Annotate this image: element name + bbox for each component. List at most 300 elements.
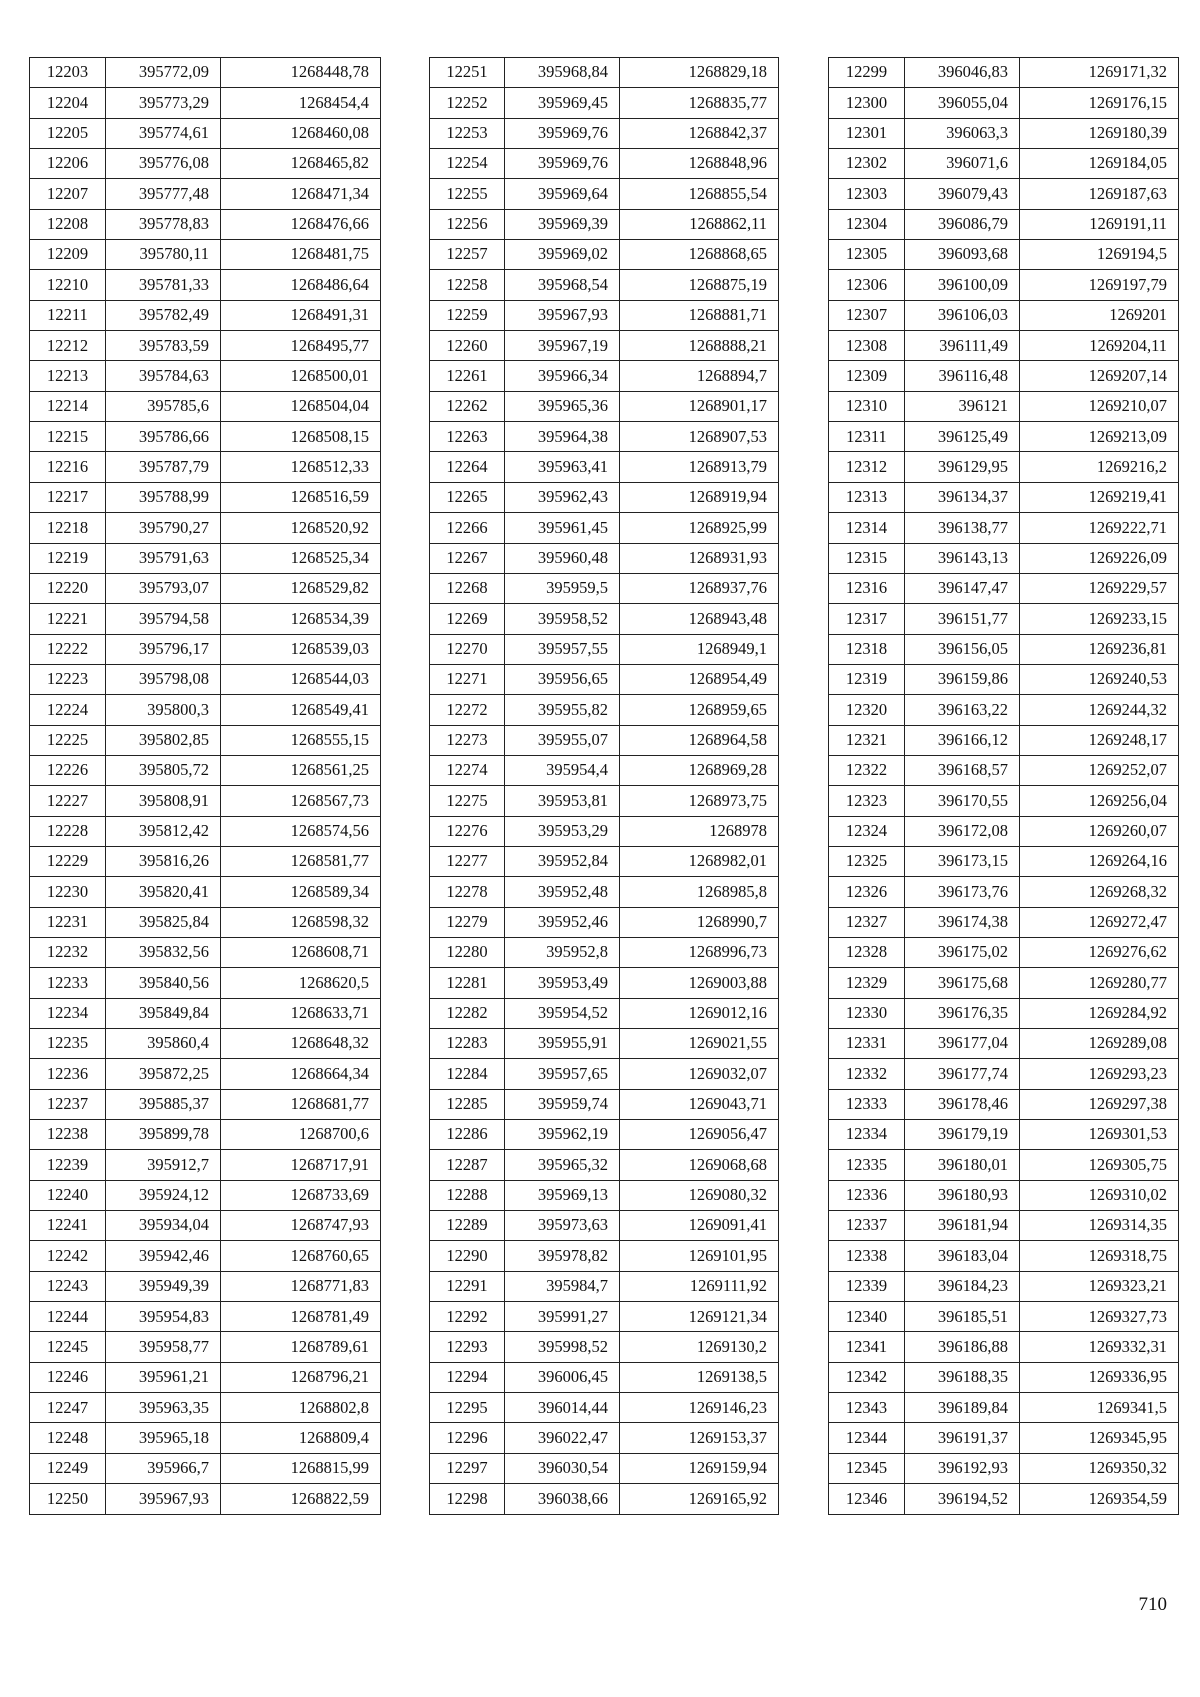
point-id-cell: 12235	[30, 1029, 106, 1059]
x-coordinate-cell: 395965,36	[505, 391, 620, 421]
table-row	[30, 1423, 381, 1453]
y-coordinate-cell: 1269260,07	[1020, 816, 1179, 846]
point-id-cell: 12270	[430, 634, 505, 664]
table-row	[829, 1241, 1179, 1271]
y-coordinate-cell: 1268931,93	[620, 543, 779, 573]
point-id-cell: 12215	[30, 422, 106, 452]
coordinate-table-body	[30, 58, 381, 1515]
x-coordinate-cell: 395973,63	[505, 1211, 620, 1241]
table-row	[829, 786, 1179, 816]
y-coordinate-cell: 1268549,41	[221, 695, 381, 725]
table-row	[30, 422, 381, 452]
y-coordinate-cell: 1269345,95	[1020, 1423, 1179, 1453]
x-coordinate-cell: 396151,77	[905, 604, 1020, 634]
table-row	[30, 58, 381, 88]
y-coordinate-cell: 1268969,28	[620, 755, 779, 785]
point-id-cell: 12243	[30, 1271, 106, 1301]
table-row	[829, 846, 1179, 876]
x-coordinate-cell: 395954,52	[505, 998, 620, 1028]
point-id-cell: 12285	[430, 1089, 505, 1119]
y-coordinate-cell: 1268822,59	[221, 1484, 381, 1514]
table-row	[30, 149, 381, 179]
table-row	[829, 422, 1179, 452]
table-row	[829, 755, 1179, 785]
y-coordinate-cell: 1268862,11	[620, 209, 779, 239]
point-id-cell: 12280	[430, 937, 505, 967]
y-coordinate-cell: 1268733,69	[221, 1180, 381, 1210]
y-coordinate-cell: 1268620,5	[221, 968, 381, 998]
y-coordinate-cell: 1268476,66	[221, 209, 381, 239]
x-coordinate-cell: 395934,04	[106, 1211, 221, 1241]
y-coordinate-cell: 1269236,81	[1020, 634, 1179, 664]
y-coordinate-cell: 1269293,23	[1020, 1059, 1179, 1089]
point-id-cell: 12266	[430, 513, 505, 543]
table-row	[430, 1150, 779, 1180]
point-id-cell: 12304	[829, 209, 905, 239]
point-id-cell: 12282	[430, 998, 505, 1028]
table-row	[430, 1453, 779, 1483]
point-id-cell: 12345	[829, 1453, 905, 1483]
y-coordinate-cell: 1269284,92	[1020, 998, 1179, 1028]
y-coordinate-cell: 1269213,09	[1020, 422, 1179, 452]
point-id-cell: 12226	[30, 755, 106, 785]
point-id-cell: 12297	[430, 1453, 505, 1483]
coordinate-table-body	[430, 58, 779, 1515]
point-id-cell: 12329	[829, 968, 905, 998]
point-id-cell: 12320	[829, 695, 905, 725]
y-coordinate-cell: 1268664,34	[221, 1059, 381, 1089]
point-id-cell: 12248	[30, 1423, 106, 1453]
y-coordinate-cell: 1268815,99	[221, 1453, 381, 1483]
y-coordinate-cell: 1268486,64	[221, 270, 381, 300]
table-row	[430, 907, 779, 937]
y-coordinate-cell: 1269233,15	[1020, 604, 1179, 634]
x-coordinate-cell: 395798,08	[106, 664, 221, 694]
table-row	[30, 937, 381, 967]
y-coordinate-cell: 1269354,59	[1020, 1484, 1179, 1514]
y-coordinate-cell: 1269305,75	[1020, 1150, 1179, 1180]
x-coordinate-cell: 395965,18	[106, 1423, 221, 1453]
table-row	[829, 513, 1179, 543]
x-coordinate-cell: 396046,83	[905, 58, 1020, 88]
table-row	[430, 937, 779, 967]
y-coordinate-cell: 1269111,92	[620, 1271, 779, 1301]
x-coordinate-cell: 395966,34	[505, 361, 620, 391]
y-coordinate-cell: 1269204,11	[1020, 331, 1179, 361]
y-coordinate-cell: 1269323,21	[1020, 1271, 1179, 1301]
point-id-cell: 12281	[430, 968, 505, 998]
point-id-cell: 12250	[30, 1484, 106, 1514]
point-id-cell: 12300	[829, 88, 905, 118]
y-coordinate-cell: 1268555,15	[221, 725, 381, 755]
x-coordinate-cell: 395783,59	[106, 331, 221, 361]
y-coordinate-cell: 1269201	[1020, 300, 1179, 330]
y-coordinate-cell: 1269184,05	[1020, 149, 1179, 179]
table-row	[30, 482, 381, 512]
point-id-cell: 12271	[430, 664, 505, 694]
y-coordinate-cell: 1268747,93	[221, 1211, 381, 1241]
x-coordinate-cell: 395777,48	[106, 179, 221, 209]
point-id-cell: 12338	[829, 1241, 905, 1271]
x-coordinate-cell: 396111,49	[905, 331, 1020, 361]
point-id-cell: 12342	[829, 1362, 905, 1392]
table-row	[30, 1150, 381, 1180]
table-row	[30, 361, 381, 391]
table-row	[30, 1484, 381, 1514]
y-coordinate-cell: 1268717,91	[221, 1150, 381, 1180]
y-coordinate-cell: 1268520,92	[221, 513, 381, 543]
point-id-cell: 12261	[430, 361, 505, 391]
table-row	[430, 1120, 779, 1150]
y-coordinate-cell: 1269276,62	[1020, 937, 1179, 967]
point-id-cell: 12244	[30, 1302, 106, 1332]
table-row	[30, 452, 381, 482]
y-coordinate-cell: 1268504,04	[221, 391, 381, 421]
point-id-cell: 12343	[829, 1393, 905, 1423]
point-id-cell: 12287	[430, 1150, 505, 1180]
table-row	[829, 58, 1179, 88]
y-coordinate-cell: 1268539,03	[221, 634, 381, 664]
x-coordinate-cell: 395955,07	[505, 725, 620, 755]
table-row	[430, 573, 779, 603]
y-coordinate-cell: 1268829,18	[620, 58, 779, 88]
table-row	[829, 149, 1179, 179]
y-coordinate-cell: 1269289,08	[1020, 1029, 1179, 1059]
point-id-cell: 12340	[829, 1302, 905, 1332]
y-coordinate-cell: 1268681,77	[221, 1089, 381, 1119]
y-coordinate-cell: 1268913,79	[620, 452, 779, 482]
point-id-cell: 12331	[829, 1029, 905, 1059]
point-id-cell: 12217	[30, 482, 106, 512]
point-id-cell: 12334	[829, 1120, 905, 1150]
x-coordinate-cell: 395793,07	[106, 573, 221, 603]
y-coordinate-cell: 1268561,25	[221, 755, 381, 785]
table-row	[829, 907, 1179, 937]
table-row	[829, 634, 1179, 664]
table-row	[30, 846, 381, 876]
coordinate-table-2	[429, 57, 779, 1515]
x-coordinate-cell: 395991,27	[505, 1302, 620, 1332]
point-id-cell: 12292	[430, 1302, 505, 1332]
x-coordinate-cell: 395962,43	[505, 482, 620, 512]
x-coordinate-cell: 396129,95	[905, 452, 1020, 482]
table-row	[829, 968, 1179, 998]
x-coordinate-cell: 395969,13	[505, 1180, 620, 1210]
point-id-cell: 12346	[829, 1484, 905, 1514]
x-coordinate-cell: 396055,04	[905, 88, 1020, 118]
table-row	[430, 1362, 779, 1392]
y-coordinate-cell: 1268589,34	[221, 877, 381, 907]
table-row	[430, 179, 779, 209]
table-row	[829, 695, 1179, 725]
table-row	[430, 1241, 779, 1271]
point-id-cell: 12233	[30, 968, 106, 998]
table-row	[829, 209, 1179, 239]
y-coordinate-cell: 1268855,54	[620, 179, 779, 209]
y-coordinate-cell: 1269252,07	[1020, 755, 1179, 785]
y-coordinate-cell: 1269091,41	[620, 1211, 779, 1241]
point-id-cell: 12308	[829, 331, 905, 361]
point-id-cell: 12277	[430, 846, 505, 876]
table-row	[829, 604, 1179, 634]
point-id-cell: 12276	[430, 816, 505, 846]
x-coordinate-cell: 395953,81	[505, 786, 620, 816]
table-row	[430, 664, 779, 694]
y-coordinate-cell: 1268919,94	[620, 482, 779, 512]
point-id-cell: 12208	[30, 209, 106, 239]
y-coordinate-cell: 1268868,65	[620, 240, 779, 270]
x-coordinate-cell: 395949,39	[106, 1271, 221, 1301]
x-coordinate-cell: 396176,35	[905, 998, 1020, 1028]
point-id-cell: 12318	[829, 634, 905, 664]
point-id-cell: 12301	[829, 118, 905, 148]
table-row	[30, 240, 381, 270]
y-coordinate-cell: 1268954,49	[620, 664, 779, 694]
table-row	[829, 331, 1179, 361]
y-coordinate-cell: 1269056,47	[620, 1120, 779, 1150]
table-row	[829, 1180, 1179, 1210]
point-id-cell: 12332	[829, 1059, 905, 1089]
x-coordinate-cell: 395969,76	[505, 118, 620, 148]
y-coordinate-cell: 1268567,73	[221, 786, 381, 816]
y-coordinate-cell: 1269146,23	[620, 1393, 779, 1423]
y-coordinate-cell: 1269043,71	[620, 1089, 779, 1119]
point-id-cell: 12220	[30, 573, 106, 603]
x-coordinate-cell: 395953,29	[505, 816, 620, 846]
coordinate-table-3	[828, 57, 1179, 1515]
x-coordinate-cell: 396143,13	[905, 543, 1020, 573]
y-coordinate-cell: 1269187,63	[1020, 179, 1179, 209]
x-coordinate-cell: 396189,84	[905, 1393, 1020, 1423]
point-id-cell: 12249	[30, 1453, 106, 1483]
x-coordinate-cell: 396175,68	[905, 968, 1020, 998]
x-coordinate-cell: 396022,47	[505, 1423, 620, 1453]
y-coordinate-cell: 1268544,03	[221, 664, 381, 694]
x-coordinate-cell: 396071,6	[905, 149, 1020, 179]
x-coordinate-cell: 395782,49	[106, 300, 221, 330]
x-coordinate-cell: 395773,29	[106, 88, 221, 118]
table-row	[30, 1393, 381, 1423]
x-coordinate-cell: 396191,37	[905, 1423, 1020, 1453]
x-coordinate-cell: 395969,76	[505, 149, 620, 179]
table-row	[430, 88, 779, 118]
x-coordinate-cell: 395968,54	[505, 270, 620, 300]
x-coordinate-cell: 395998,52	[505, 1332, 620, 1362]
point-id-cell: 12262	[430, 391, 505, 421]
point-id-cell: 12259	[430, 300, 505, 330]
x-coordinate-cell: 395954,4	[505, 755, 620, 785]
table-row	[430, 543, 779, 573]
table-row	[30, 786, 381, 816]
x-coordinate-cell: 395840,56	[106, 968, 221, 998]
x-coordinate-cell: 396175,02	[905, 937, 1020, 967]
point-id-cell: 12255	[430, 179, 505, 209]
x-coordinate-cell: 396173,76	[905, 877, 1020, 907]
table-row	[30, 391, 381, 421]
x-coordinate-cell: 395772,09	[106, 58, 221, 88]
x-coordinate-cell: 396147,47	[905, 573, 1020, 603]
x-coordinate-cell: 395959,5	[505, 573, 620, 603]
table-row	[30, 1120, 381, 1150]
y-coordinate-cell: 1268760,65	[221, 1241, 381, 1271]
table-row	[30, 877, 381, 907]
x-coordinate-cell: 395784,63	[106, 361, 221, 391]
y-coordinate-cell: 1269280,77	[1020, 968, 1179, 998]
x-coordinate-cell: 395953,49	[505, 968, 620, 998]
table-row	[829, 543, 1179, 573]
table-row	[430, 391, 779, 421]
x-coordinate-cell: 396166,12	[905, 725, 1020, 755]
y-coordinate-cell: 1268842,37	[620, 118, 779, 148]
y-coordinate-cell: 1268454,4	[221, 88, 381, 118]
page-number: 710	[1138, 1594, 1167, 1615]
y-coordinate-cell: 1268809,4	[221, 1423, 381, 1453]
y-coordinate-cell: 1268648,32	[221, 1029, 381, 1059]
x-coordinate-cell: 396100,09	[905, 270, 1020, 300]
table-row	[829, 1423, 1179, 1453]
point-id-cell: 12306	[829, 270, 905, 300]
table-row	[430, 1423, 779, 1453]
point-id-cell: 12283	[430, 1029, 505, 1059]
x-coordinate-cell: 396174,38	[905, 907, 1020, 937]
x-coordinate-cell: 396184,23	[905, 1271, 1020, 1301]
table-row	[430, 149, 779, 179]
table-row	[430, 786, 779, 816]
x-coordinate-cell: 395966,7	[106, 1453, 221, 1483]
point-id-cell: 12232	[30, 937, 106, 967]
x-coordinate-cell: 395969,64	[505, 179, 620, 209]
x-coordinate-cell: 396159,86	[905, 664, 1020, 694]
x-coordinate-cell: 396179,19	[905, 1120, 1020, 1150]
y-coordinate-cell: 1268835,77	[620, 88, 779, 118]
table-row	[430, 1211, 779, 1241]
y-coordinate-cell: 1268964,58	[620, 725, 779, 755]
table-row	[829, 118, 1179, 148]
table-row	[829, 270, 1179, 300]
table-row	[430, 240, 779, 270]
y-coordinate-cell: 1268465,82	[221, 149, 381, 179]
y-coordinate-cell: 1269336,95	[1020, 1362, 1179, 1392]
y-coordinate-cell: 1269256,04	[1020, 786, 1179, 816]
table-row	[829, 877, 1179, 907]
table-row	[30, 1302, 381, 1332]
x-coordinate-cell: 395802,85	[106, 725, 221, 755]
table-row	[30, 543, 381, 573]
table-row	[30, 725, 381, 755]
table-row	[430, 1089, 779, 1119]
y-coordinate-cell: 1269021,55	[620, 1029, 779, 1059]
point-id-cell: 12228	[30, 816, 106, 846]
y-coordinate-cell: 1269101,95	[620, 1241, 779, 1271]
x-coordinate-cell: 395967,93	[505, 300, 620, 330]
y-coordinate-cell: 1268848,96	[620, 149, 779, 179]
table-row	[430, 1271, 779, 1301]
table-row	[430, 331, 779, 361]
point-id-cell: 12290	[430, 1241, 505, 1271]
point-id-cell: 12311	[829, 422, 905, 452]
x-coordinate-cell: 396125,49	[905, 422, 1020, 452]
x-coordinate-cell: 395961,21	[106, 1362, 221, 1392]
x-coordinate-cell: 395790,27	[106, 513, 221, 543]
table-row	[430, 209, 779, 239]
x-coordinate-cell: 395960,48	[505, 543, 620, 573]
point-id-cell: 12312	[829, 452, 905, 482]
x-coordinate-cell: 395969,39	[505, 209, 620, 239]
point-id-cell: 12295	[430, 1393, 505, 1423]
table-row	[30, 270, 381, 300]
table-row	[829, 1089, 1179, 1119]
table-row	[430, 877, 779, 907]
y-coordinate-cell: 1268982,01	[620, 846, 779, 876]
x-coordinate-cell: 395787,79	[106, 452, 221, 482]
y-coordinate-cell: 1268481,75	[221, 240, 381, 270]
table-row	[30, 755, 381, 785]
table-row	[30, 573, 381, 603]
y-coordinate-cell: 1269244,32	[1020, 695, 1179, 725]
table-row	[829, 361, 1179, 391]
table-row	[30, 664, 381, 694]
x-coordinate-cell: 395963,41	[505, 452, 620, 482]
y-coordinate-cell: 1269216,2	[1020, 452, 1179, 482]
x-coordinate-cell: 396106,03	[905, 300, 1020, 330]
table-row	[30, 1453, 381, 1483]
y-coordinate-cell: 1269176,15	[1020, 88, 1179, 118]
point-id-cell: 12330	[829, 998, 905, 1028]
point-id-cell: 12302	[829, 149, 905, 179]
x-coordinate-cell: 395785,6	[106, 391, 221, 421]
table-row	[430, 1029, 779, 1059]
table-row	[430, 695, 779, 725]
point-id-cell: 12231	[30, 907, 106, 937]
point-id-cell: 12275	[430, 786, 505, 816]
y-coordinate-cell: 1269191,11	[1020, 209, 1179, 239]
table-row	[30, 1332, 381, 1362]
point-id-cell: 12268	[430, 573, 505, 603]
table-row	[430, 513, 779, 543]
point-id-cell: 12315	[829, 543, 905, 573]
y-coordinate-cell: 1268894,7	[620, 361, 779, 391]
point-id-cell: 12258	[430, 270, 505, 300]
point-id-cell: 12203	[30, 58, 106, 88]
point-id-cell: 12344	[829, 1423, 905, 1453]
y-coordinate-cell: 1268460,08	[221, 118, 381, 148]
y-coordinate-cell: 1268534,39	[221, 604, 381, 634]
point-id-cell: 12218	[30, 513, 106, 543]
point-id-cell: 12269	[430, 604, 505, 634]
y-coordinate-cell: 1268888,21	[620, 331, 779, 361]
point-id-cell: 12229	[30, 846, 106, 876]
x-coordinate-cell: 396180,01	[905, 1150, 1020, 1180]
x-coordinate-cell: 395816,26	[106, 846, 221, 876]
x-coordinate-cell: 395962,19	[505, 1120, 620, 1150]
table-row	[430, 270, 779, 300]
point-id-cell: 12288	[430, 1180, 505, 1210]
table-row	[30, 118, 381, 148]
y-coordinate-cell: 1269318,75	[1020, 1241, 1179, 1271]
point-id-cell: 12333	[829, 1089, 905, 1119]
point-id-cell: 12257	[430, 240, 505, 270]
y-coordinate-cell: 1268608,71	[221, 937, 381, 967]
point-id-cell: 12224	[30, 695, 106, 725]
point-id-cell: 12241	[30, 1211, 106, 1241]
table-row	[829, 1029, 1179, 1059]
point-id-cell: 12216	[30, 452, 106, 482]
y-coordinate-cell: 1268516,59	[221, 482, 381, 512]
y-coordinate-cell: 1269130,2	[620, 1332, 779, 1362]
y-coordinate-cell: 1269332,31	[1020, 1332, 1179, 1362]
point-id-cell: 12298	[430, 1484, 505, 1514]
x-coordinate-cell: 395796,17	[106, 634, 221, 664]
